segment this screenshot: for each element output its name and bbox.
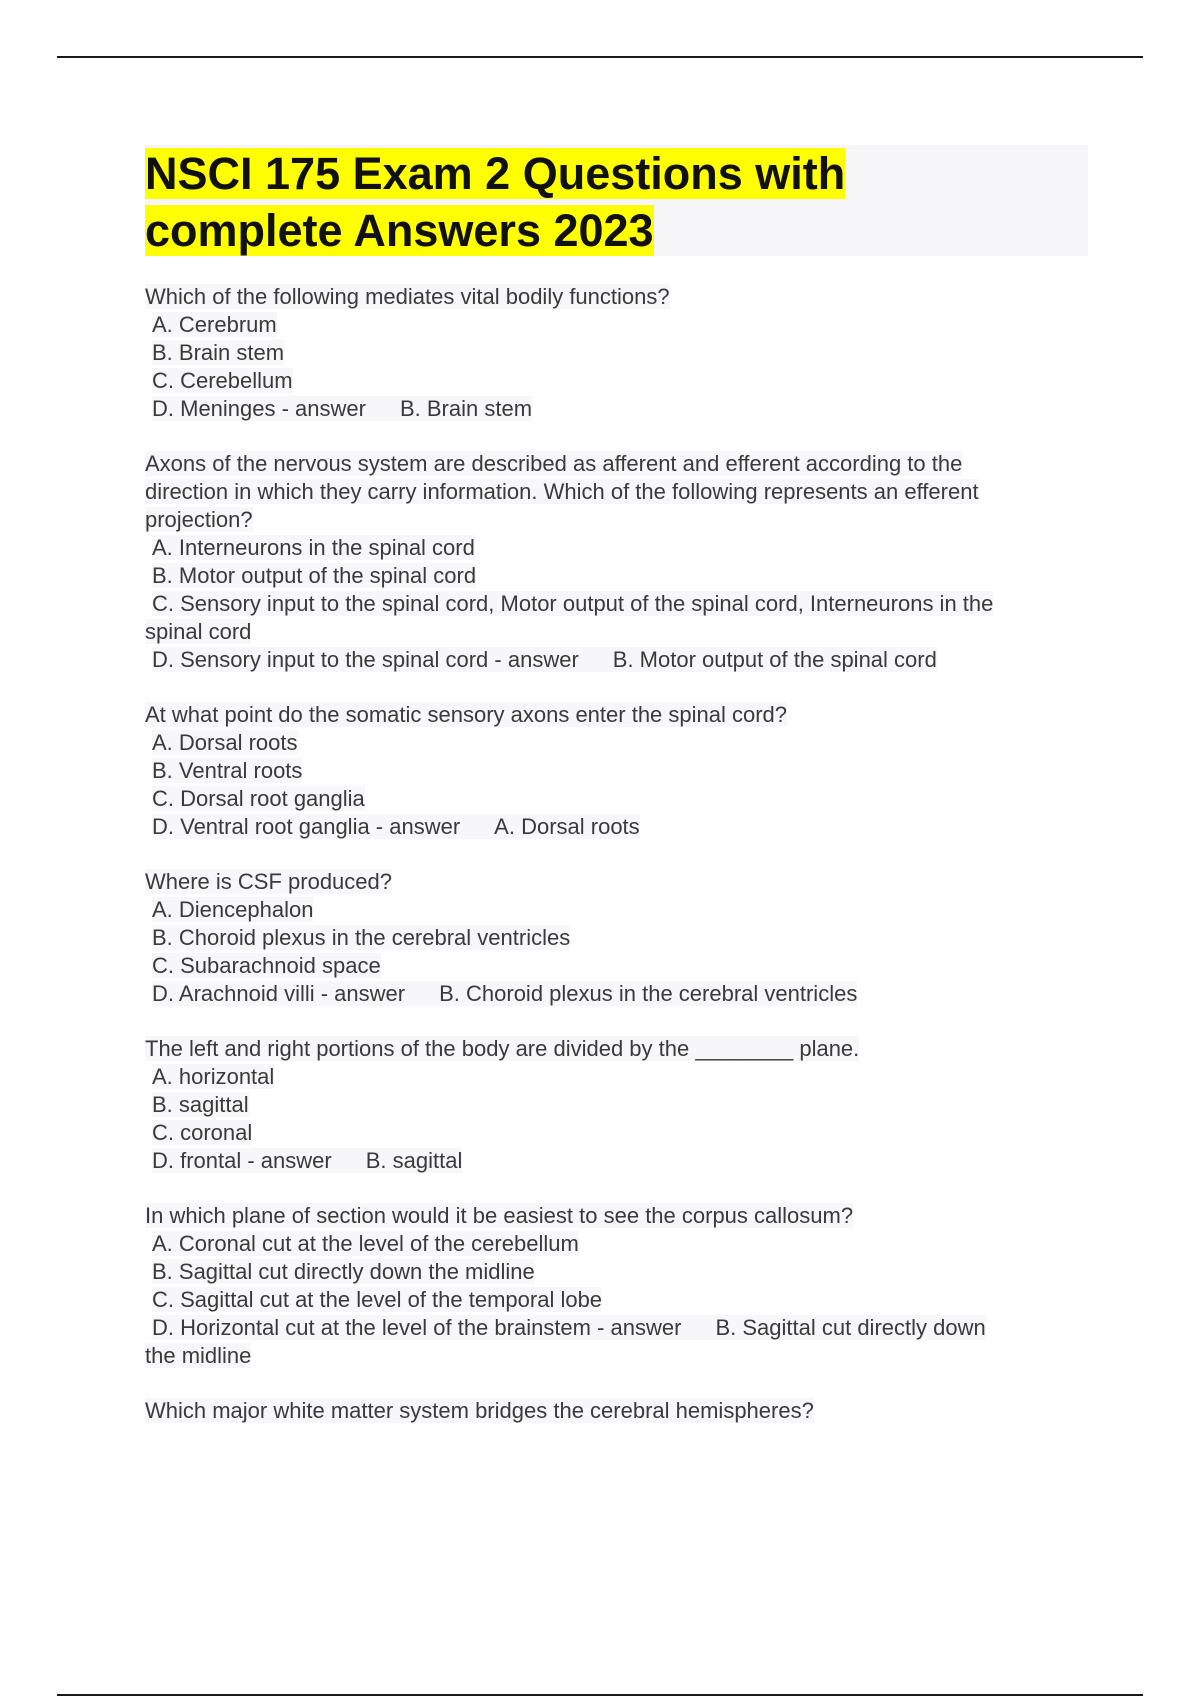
question-2 (145, 450, 1085, 674)
question-7 (145, 1397, 1085, 1425)
question-5 (145, 1035, 1085, 1175)
question-3-answer: A. Dorsal roots (494, 814, 640, 839)
question-list (145, 283, 1085, 1452)
question-1-text: Which of the following mediates vital bodily functions? (145, 284, 670, 309)
question-5-option-a: A. horizontal (152, 1064, 275, 1089)
question-2-option-c: C. Sensory input to the spinal cord, Motor output of the spinal cord, Interneurons in the (152, 591, 994, 616)
question-1 (145, 283, 1085, 423)
question-2-text-line-3: projection? (145, 507, 253, 532)
question-6-option-a: A. Coronal cut at the level of the cerebellum (152, 1231, 579, 1256)
question-4-option-a: A. Diencephalon (152, 897, 314, 922)
question-5-text: The left and right portions of the body are divided by the ________ plane. (145, 1036, 860, 1061)
question-6-answer-wrap: the midline (145, 1343, 252, 1368)
title-line-1: NSCI 175 Exam 2 Questions with (145, 148, 846, 199)
question-4-option-b: B. Choroid plexus in the cerebral ventricles (152, 925, 571, 950)
question-3-option-d: D. Ventral root ganglia - answer (152, 814, 461, 839)
question-2-option-d: D. Sensory input to the spinal cord - answer (152, 647, 579, 672)
question-2-option-a: A. Interneurons in the spinal cord (152, 535, 475, 560)
question-3-option-c: C. Dorsal root ganglia (152, 786, 365, 811)
question-1-option-b: B. Brain stem (152, 340, 285, 365)
question-6-text: In which plane of section would it be easiest to see the corpus callosum? (145, 1203, 854, 1228)
title-line-2: complete Answers 2023 (145, 205, 654, 256)
bottom-rule (57, 1694, 1143, 1696)
question-5-answer: B. sagittal (365, 1148, 463, 1173)
question-1-option-a: A. Cerebrum (152, 312, 277, 337)
question-2-answer: B. Motor output of the spinal cord (612, 647, 937, 672)
question-1-option-c: C. Cerebellum (152, 368, 293, 393)
question-3 (145, 701, 1085, 841)
question-4-option-d: D. Arachnoid villi - answer (152, 981, 406, 1006)
question-6 (145, 1202, 1085, 1370)
question-3-option-a: A. Dorsal roots (152, 730, 298, 755)
title-block (145, 145, 1088, 256)
question-2-option-b: B. Motor output of the spinal cord (152, 563, 477, 588)
question-2-text-line-2: direction in which they carry information. Which of the following represents an efferent (145, 479, 979, 504)
question-6-option-b: B. Sagittal cut directly down the midline (152, 1259, 535, 1284)
question-4-text: Where is CSF produced? (145, 869, 392, 894)
question-1-answer: B. Brain stem (399, 396, 533, 421)
question-6-answer: B. Sagittal cut directly down (715, 1315, 986, 1340)
question-4-option-c: C. Subarachnoid space (152, 953, 381, 978)
question-5-option-c: C. coronal (152, 1120, 253, 1145)
question-2-text-line-1: Axons of the nervous system are described as afferent and efferent according to the (145, 451, 963, 476)
document-title (145, 145, 1088, 259)
question-2-option-c-wrap: spinal cord (145, 619, 252, 644)
question-4 (145, 868, 1085, 1008)
question-6-option-d: D. Horizontal cut at the level of the brainstem - answer (152, 1315, 682, 1340)
question-3-text: At what point do the somatic sensory axons enter the spinal cord? (145, 702, 788, 727)
question-7-text: Which major white matter system bridges the cerebral hemispheres? (145, 1398, 814, 1423)
question-5-option-d: D. frontal - answer (152, 1148, 332, 1173)
top-rule (57, 56, 1143, 58)
question-1-option-d: D. Meninges - answer (152, 396, 366, 421)
question-5-option-b: B. sagittal (152, 1092, 249, 1117)
question-3-option-b: B. Ventral roots (152, 758, 303, 783)
question-6-option-c: C. Sagittal cut at the level of the temporal lobe (152, 1287, 603, 1312)
question-4-answer: B. Choroid plexus in the cerebral ventricles (439, 981, 858, 1006)
